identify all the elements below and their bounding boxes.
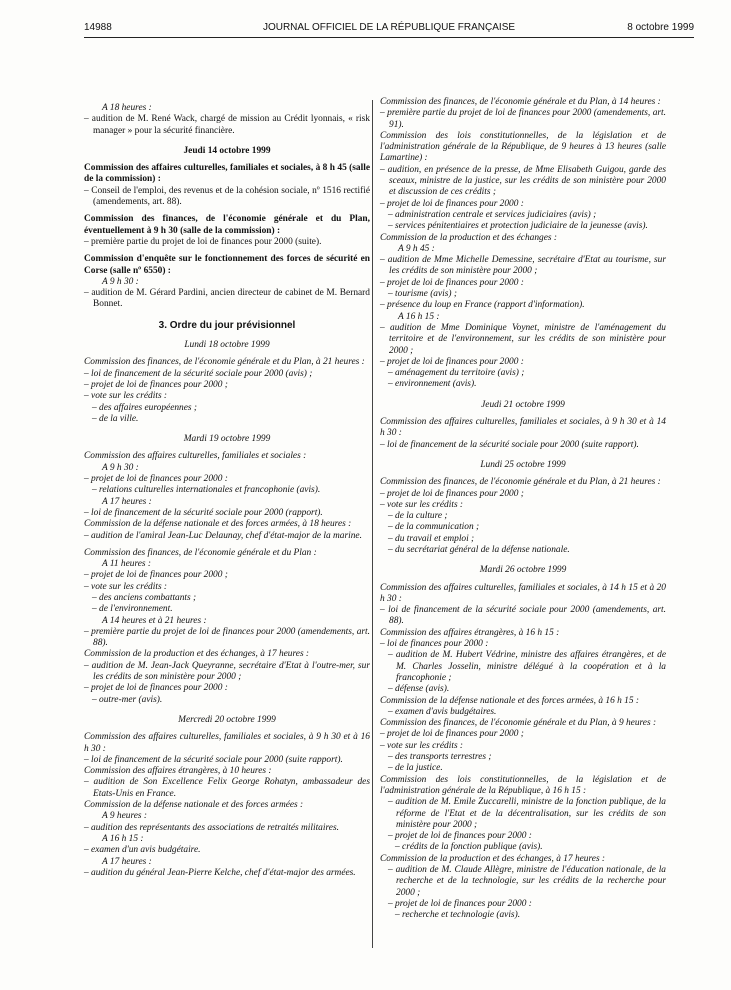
agenda-item: – projet de loi de finances pour 2000 : [84,474,228,485]
committee-heading: Commission des lois constitutionnelles, de la législation et de l'administration générale de la République, de 9 heures à 13 heures (salle Lamartine) : [380,130,666,164]
time-line: A 17 heures : [102,856,152,867]
agenda-item: – loi de financement de la sécurité sociale pour 2000 (avis) ; [84,368,313,379]
sub-item: – crédits de la fonction publique (avis). [395,842,543,853]
sub-item: – audition de M. Hubert Védrine, ministre des affaires étrangères, et de M. Charles Josselin, ministre délégué à la coopération et à la francophonie ; [388,650,666,683]
agenda-item: – projet de loi de finances pour 2000 : [380,356,524,367]
time-line: A 17 heures : [102,496,152,507]
journal-title: JOURNAL OFFICIEL DE LA RÉPUBLIQUE FRANÇAISE [262,22,516,33]
day-heading: Mercredi 20 octobre 1999 [178,714,276,725]
right-column [380,97,666,921]
agenda-item: – vote sur les crédits : [380,740,464,751]
day-heading: Mardi 26 octobre 1999 [479,565,567,576]
committee-heading: Commission des lois constitutionnelles, de la législation et de l'administration générale de la République, à 16 h 15 : [380,774,666,796]
agenda-item: – projet de loi de finances pour 2000 : [380,277,524,288]
agenda-item: – projet de loi de finances pour 2000 : [380,198,524,209]
agenda-item: – loi de financement de la sécurité sociale pour 2000 (amendements, art. 88). [380,605,666,627]
agenda-item: – première partie du projet de loi de finances pour 2000 (amendements, art. 88). [84,626,370,649]
day-heading: Jeudi 14 octobre 1999 [183,145,271,156]
committee-heading: Commission des finances, de l'économie générale et du Plan, à 14 heures : [380,97,661,107]
issue-date: 8 octobre 1999 [627,22,694,33]
header-rule [84,37,694,38]
time-line: A 16 h 15 : [398,311,440,322]
agenda-item: – projet de loi de finances pour 2000 ; [84,570,228,581]
column-separator [372,100,373,948]
sub-item: – des transports terrestres ; [388,752,492,763]
committee-heading: Commission de la défense nationale et des forces armées : [84,800,304,811]
sub-item: – du secrétariat général de la défense nationale. [388,544,570,555]
agenda-item: – projet de loi de finances pour 2000 : [388,831,532,842]
agenda-item: – projet de loi de finances pour 2000 ; [84,379,228,390]
agenda-item: – vote sur les crédits : [84,391,168,402]
committee-heading: Commission des affaires culturelles, familiales et sociales, à 9 h 30 et à 16 h 30 : [84,732,370,754]
agenda-item: – audition de Mme Dominique Voynet, ministre de l'aménagement du territoire et de l'environnement, sur les crédits de son ministère pour 2000 ; [380,322,666,356]
sub-item: – du travail et emploi ; [388,533,475,544]
agenda-item: – audition, en présence de la presse, de Mme Elisabeth Guigou, garde des sceaux, ministre de la justice, sur les crédits de son ministère pour 2000 et discussion de ces crédits ; [380,164,666,198]
time-line: A 9 h 45 : [398,243,435,254]
committee-heading: Commission de la production et des échanges, à 17 heures : [84,649,310,660]
committee-heading: Commission des affaires culturelles, familiales et sociales, à 14 h 15 et à 20 h 30 : [380,582,666,604]
sub-item: – des anciens combattants ; [92,592,197,603]
agenda-item: – audition de M. Emile Zuccarelli, ministre de la fonction publique, de la réforme de l'Etat et de la décentralisation, sur les crédits de son ministère pour 2000 ; [388,797,666,830]
sub-item: – tourisme (avis) ; [388,289,457,300]
sub-item: – de la ville. [92,413,139,424]
committee-heading: Commission des finances, de l'économie générale et du Plan, à 21 heures : [380,477,661,488]
committee-heading: Commission des finances, de l'économie générale et du Plan, à 21 heures : [84,357,365,368]
sub-item: – de la justice. [388,763,443,774]
agenda-item: – audition de M. Gérard Pardini, ancien directeur de cabinet de M. Bernard Bonnet. [84,288,370,310]
agenda-item: – audition du général Jean-Pierre Kelche, chef d'état-major des armées. [84,867,356,878]
committee-heading: Commission des affaires étrangères, à 16 h 15 : [380,627,560,638]
committee-heading: Commission des affaires culturelles, familiales et sociales : [84,451,307,462]
sub-item: – défense (avis). [388,684,450,695]
agenda-item: – première partie du projet de loi de finances pour 2000 (amendements, art. 91). [380,108,666,130]
agenda-item: – loi de financement de la sécurité sociale pour 2000 (rapport). [84,507,323,518]
sub-item: – de l'environnement. [92,604,173,615]
agenda-item: – vote sur les crédits : [380,499,464,510]
committee-heading: Commission des affaires culturelles, familiales et sociales, à 8 h 45 (salle de la commission) : [84,163,370,185]
page-number: 14988 [84,22,112,33]
sub-item: – relations culturelles internationales et francophonie (avis). [92,485,321,496]
agenda-item: – audition de M. René Wack, chargé de mission au Crédit lyonnais, « risk manager » pour la sécurité financière. [84,114,370,136]
section-heading: 3. Ordre du jour prévisionnel [158,319,296,331]
agenda-item: – projet de loi de finances pour 2000 ; [380,488,524,499]
day-heading: Lundi 18 octobre 1999 [184,340,270,351]
committee-heading: Commission de la production et des échanges, à 17 heures : [380,853,606,864]
sub-item: – des affaires européennes ; [92,402,198,413]
sub-item: – recherche et technologie (avis). [395,910,521,921]
sub-item: – de la communication ; [388,522,480,533]
left-column [84,103,370,879]
committee-heading: Commission des finances, de l'économie générale et du Plan, à 9 heures : [380,718,657,729]
committee-heading: Commission des affaires culturelles, familiales et sociales, à 9 h 30 et à 14 h 30 : [380,417,666,439]
time-line: A 9 heures : [102,811,148,822]
agenda-item: – loi de financement de la sécurité sociale pour 2000 (suite rapport). [84,754,343,765]
committee-heading: Commission d'enquête sur le fonctionnement des forces de sécurité en Corse (salle nº 6550) : [84,254,370,276]
time-line: A 16 h 15 : [102,833,144,844]
committee-heading: Commission des finances, de l'économie générale et du Plan : [84,547,317,558]
agenda-item: – loi de finances pour 2000 : [380,639,489,650]
committee-heading: Commission des affaires étrangères, à 10 heures : [84,766,272,777]
sub-item: – environnement (avis). [388,379,477,390]
agenda-item: – examen d'un avis budgétaire. [84,845,201,856]
sub-item: – de la culture ; [388,511,448,522]
day-heading: Mardi 19 octobre 1999 [183,434,271,445]
sub-item: – examen d'avis budgétaires. [388,706,497,717]
agenda-item: – loi de financement de la sécurité sociale pour 2000 (suite rapport). [380,439,639,450]
agenda-item: – audition de M. Jean-Jack Queyranne, secrétaire d'Etat à l'outre-mer, sur les crédits de son ministère pour 2000 ; [84,660,370,683]
sub-item: – outre-mer (avis). [92,694,163,705]
time-line: A 14 heures et à 21 heures : [102,615,207,626]
agenda-item: – audition de Mme Michelle Demessine, secrétaire d'Etat au tourisme, sur les crédits de son ministère pour 2000 ; [380,255,666,277]
agenda-item: – projet de loi de finances pour 2000 : [84,683,228,694]
agenda-item: – première partie du projet de loi de finances pour 2000 (suite). [84,236,322,247]
agenda-item: – audition de M. Claude Allègre, ministre de l'éducation nationale, de la recherche et de la technologie, sur les crédits de la recherche pour 2000 ; [388,865,666,898]
committee-heading: Commission de la défense nationale et des forces armées, à 16 h 15 : [380,695,639,706]
agenda-item: – audition des représentants des associations de retraités militaires. [84,822,339,833]
sub-item: – services pénitentiaires et protection judiciaire de la jeunesse (avis). [388,221,648,232]
committee-heading: Commission des finances, de l'économie générale et du Plan, éventuellement à 9 h 30 (salle de la commission) : [84,214,370,236]
time-line: A 9 h 30 : [102,462,139,473]
agenda-item: – présence du loup en France (rapport d'information). [380,300,585,311]
time-line: A 9 h 30 : [102,276,139,287]
sub-item: – aménagement du territoire (avis) ; [388,368,525,379]
sub-item: – administration centrale et services judiciaires (avis) ; [388,209,597,220]
time-line: A 18 heures : [102,103,152,113]
agenda-item: – audition de Son Excellence Felix George Rohatyn, ambassadeur des Etats-Unis en France. [84,777,370,799]
day-heading: Jeudi 21 octobre 1999 [481,399,565,410]
page-header [84,22,694,36]
time-line: A 11 heures : [102,559,152,570]
committee-heading: Commission de la production et des échanges : [380,232,557,243]
agenda-item: – projet de loi de finances pour 2000 ; [380,729,524,740]
committee-heading: Commission de la défense nationale et des forces armées, à 18 heures : [84,519,352,530]
agenda-item: – Conseil de l'emploi, des revenus et de la cohésion sociale, nº 1516 rectifié (amendements, art. 88). [84,185,370,208]
agenda-item: – audition de l'amiral Jean-Luc Delaunay, chef d'état-major de la marine. [84,530,362,541]
agenda-item: – vote sur les crédits : [84,581,168,592]
agenda-item: – projet de loi de finances pour 2000 : [388,898,532,909]
day-heading: Lundi 25 octobre 1999 [480,459,566,470]
